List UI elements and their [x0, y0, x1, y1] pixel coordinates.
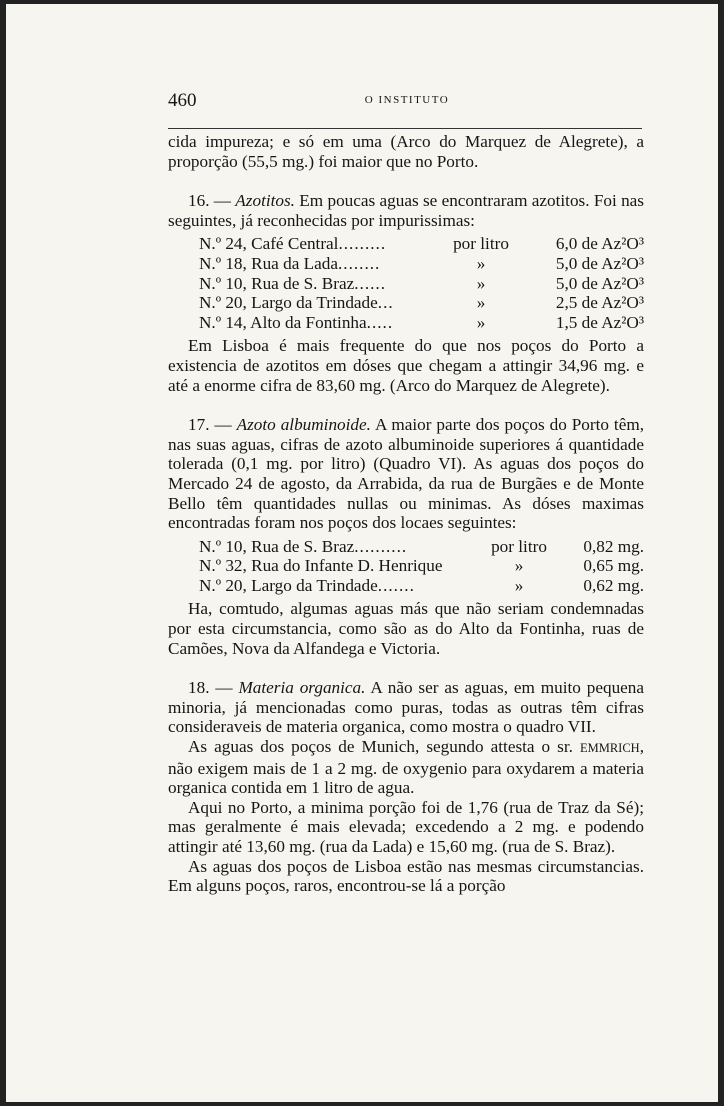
paragraph-munich — [168, 737, 644, 798]
page-number: 460 — [168, 90, 197, 111]
row-value: 0,65 mg. — [583, 556, 644, 576]
azotitos-table — [199, 234, 644, 332]
paragraph-lisboa: Em Lisboa é mais frequente do que nos poços do Porto a existencia de azotitos em dóses que chegam a attingir 34,96 mg. e até a enorme cifra de 83,60 mg. (Arco do Marquez de Alegrete). — [168, 336, 644, 395]
row-unit: » — [476, 253, 486, 273]
row-unit: » — [476, 273, 486, 293]
table-row — [199, 293, 644, 313]
section-18-title: Materia organica. — [238, 678, 366, 698]
section-16-title: Azotitos. — [235, 191, 295, 211]
section-16 — [168, 191, 644, 230]
table-row — [199, 313, 644, 333]
row-value: 6,0 de Az²O³ — [555, 234, 644, 254]
table-row — [199, 556, 644, 576]
table-row — [199, 576, 644, 596]
row-value: 1,5 de Az²O³ — [555, 312, 644, 332]
row-place: N.º 10, Rua de S. Braz.......... — [199, 536, 408, 556]
paragraph-intro: cida impureza; e só em uma (Arco do Marquez de Alegrete), a proporção (55,5 mg.) foi maior que no Porto. — [168, 132, 644, 171]
row-value: 5,0 de Az²O³ — [555, 273, 644, 293]
row-unit: » — [476, 312, 486, 332]
header-rule — [168, 128, 642, 129]
table-row — [199, 234, 644, 254]
paragraph-last: As aguas dos poços de Lisboa estão nas mesmas circumstancias. Em alguns poços, raros, encontrou-se lá a porção — [168, 856, 644, 896]
section-17-text: A maior parte dos poços do Porto têm, nas suas aguas, cifras de azoto albuminoide superiores á quantidade tolerada (0,1 mg. por litro) (Quadro VI). As aguas dos poços do Mercado 24 de agosto, da Arrabida, da rua de Burgães e de Monte Bello têm quantidades nullas ou minimas. As dóses maximas encontradas foram nos poços dos locaes seguintes: — [168, 415, 645, 533]
table-row — [199, 537, 644, 557]
section-18-number: 18. — — [188, 678, 239, 698]
row-place: N.º 14, Alto da Fontinha..... — [199, 312, 394, 332]
row-place: N.º 18, Rua da Lada........ — [199, 253, 381, 273]
table-row — [199, 254, 644, 274]
row-place: N.º 24, Café Central......... — [199, 234, 387, 254]
table-row — [199, 274, 644, 294]
row-value: 5,0 de Az²O³ — [555, 253, 644, 273]
row-value: 0,62 mg. — [583, 575, 644, 595]
munich-text-before: As aguas dos poços de Munich, segundo attesta o sr. — [188, 737, 580, 757]
row-unit: » — [514, 575, 524, 595]
row-unit: » — [476, 293, 486, 313]
page-body — [168, 132, 644, 896]
azoto-table — [199, 537, 644, 596]
paragraph-porto: Aqui no Porto, a minima porção foi de 1,76 (rua de Traz da Sé); mas geralmente é mais elevada; excedendo a 2 mg. e podendo attingir até 13,60 mg. (rua da Lada) e 15,60 mg. (rua de S. Braz). — [168, 797, 644, 856]
row-place: N.º 20, Largo da Trindade....... — [199, 575, 415, 595]
section-17-number: 17. — — [188, 415, 237, 435]
page-header — [168, 90, 646, 112]
row-place: N.º 10, Rua de S. Braz...... — [199, 273, 386, 293]
row-unit: por litro — [491, 536, 547, 556]
row-unit: por litro — [453, 234, 509, 254]
row-place: N.º 20, Largo da Trindade... — [199, 293, 394, 313]
section-18-text: A não ser as aguas, em muito pequena minoria, já mencionadas como puras, todas as outras têm cifras consideraveis de materia organica, como mostra o quadro VII. — [168, 678, 645, 737]
book-page — [6, 4, 718, 1102]
paragraph-ha: Ha, comtudo, algumas aguas más que não seriam condemnadas por esta circumstancia, como são as do Alto da Fontinha, ruas de Camões, Nova da Alfandega e Victoria. — [168, 599, 644, 658]
running-head: O INSTITUTO — [364, 94, 450, 106]
section-17-title: Azoto albuminoide. — [236, 415, 371, 435]
author-name: EMMRICH — [579, 741, 640, 756]
row-value: 2,5 de Az²O³ — [555, 293, 644, 313]
section-16-number: 16. — — [188, 191, 236, 211]
row-place: N.º 32, Rua do Infante D. Henrique — [199, 556, 443, 576]
section-16-text: Em poucas aguas se encontraram azotitos. Foi nas seguintes, já reconhecidas por impurissimas: — [168, 191, 644, 230]
row-unit: » — [514, 556, 524, 576]
munich-text-after: , não exigem mais de 1 a 2 mg. de oxygenio para oxydarem a materia organica contida em 1 litro de agua. — [168, 737, 644, 798]
section-17 — [168, 415, 644, 533]
row-value: 0,82 mg. — [583, 536, 644, 556]
section-18 — [168, 678, 644, 737]
